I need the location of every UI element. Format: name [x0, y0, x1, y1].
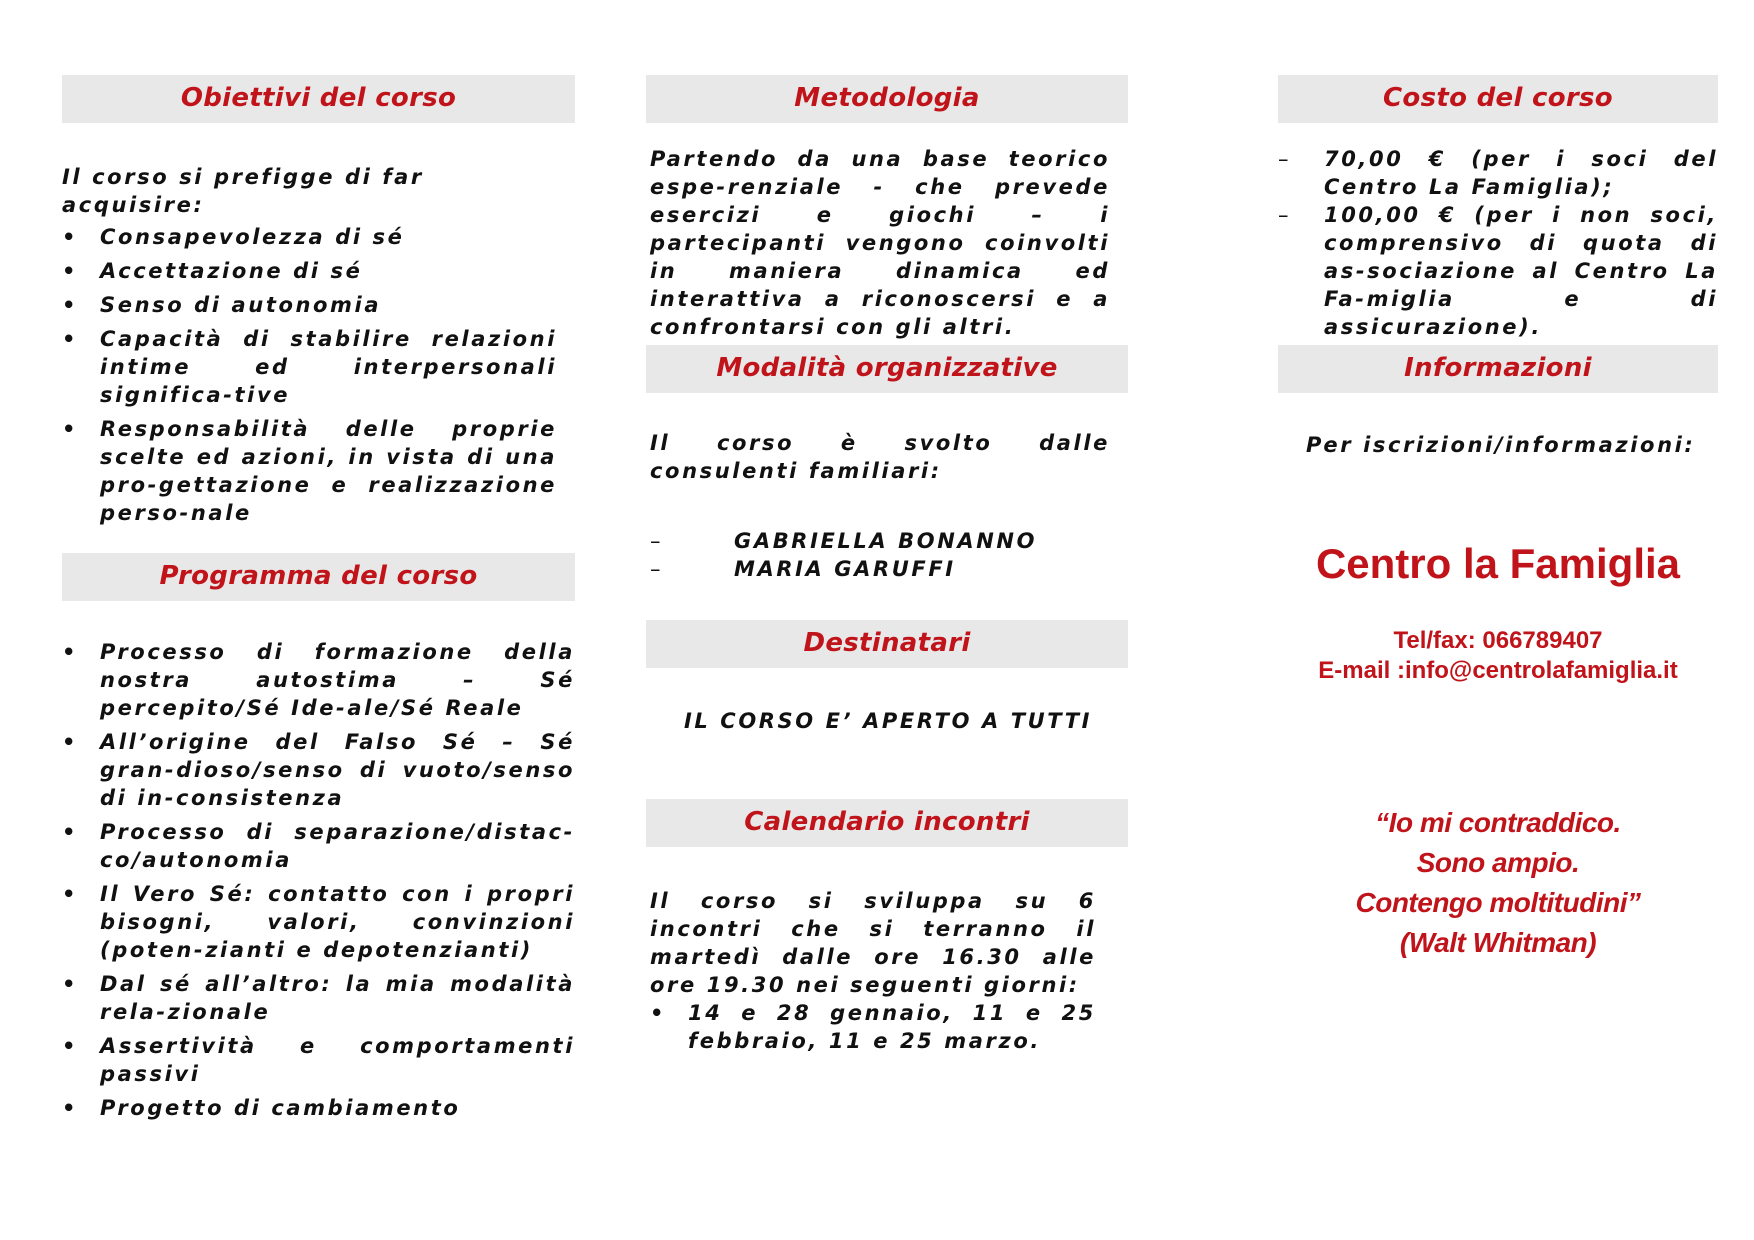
section-header-obiettivi: Obiettivi del corso: [62, 75, 575, 123]
section-header-modalita: Modalità organizzative: [646, 345, 1128, 393]
bullet-icon: •: [62, 225, 79, 249]
bullet-icon: •: [62, 417, 79, 441]
list-item: • All’origine del Falso Sé – Sé gran-dioso/senso di vuoto/senso di in-consistenza: [62, 730, 575, 810]
bullet-icon: •: [62, 259, 79, 283]
dash-icon: –: [1278, 203, 1292, 227]
obiettivi-list: [62, 223, 575, 527]
costo-list: [1278, 145, 1718, 341]
obiettivi-intro: Il corso si prefigge di far acquisire:: [62, 165, 424, 217]
column-right: [1278, 75, 1718, 958]
list-item: • Dal sé all’altro: la mia modalità rela-zionale: [62, 972, 575, 1024]
list-item: • Accettazione di sé: [62, 259, 363, 283]
list-item: • Assertività e comportamenti passivi: [62, 1034, 575, 1086]
bullet-icon: •: [62, 327, 79, 351]
bullet-icon: •: [62, 882, 79, 906]
calendario-text: Il corso si sviluppa su 6 incontri che si terranno il martedì dalle ore 16.30 alle ore 19.30 nei seguenti giorni:: [650, 889, 1096, 997]
bullet-icon: •: [62, 972, 79, 996]
bullet-icon: •: [62, 1034, 79, 1058]
quote-line: Contengo moltitudini”: [1355, 887, 1641, 918]
quote-block: [1278, 803, 1718, 963]
bullet-icon: •: [62, 1096, 79, 1120]
list-item: • Il Vero Sé: contatto con i propri bisogni, valori, convinzioni (poten-zianti e depotenzianti): [62, 882, 575, 962]
section-header-informazioni: Informazioni: [1278, 345, 1718, 393]
email-link[interactable]: E-mail :info@centrolafamiglia.it: [1318, 657, 1678, 684]
list-item: – 100,00 € (per i non soci, comprensivo di quota di as-sociazione al Centro La Fa-miglia e di assicurazione).: [1278, 203, 1718, 339]
quote-line: Sono ampio.: [1416, 847, 1580, 878]
list-item: • Processo di separazione/distac-co/autonomia: [62, 820, 575, 872]
list-item: • Capacità di stabilire relazioni intime ed interpersonali significa-tive: [62, 327, 557, 407]
destinatari-text: IL CORSO E’ APERTO A TUTTI: [684, 709, 1093, 733]
column-middle: [646, 75, 1128, 1053]
list-item: – MARIA GARUFFI: [650, 557, 956, 581]
metodologia-text: Partendo da una base teorico espe-renziale - che prevede esercizi e giochi – i partecipanti vengono coinvolti in maniera dinamica ed interattiva a riconoscersi e a confrontarsi con gli altri.: [650, 147, 1110, 339]
dash-icon: –: [650, 529, 664, 553]
column-left: [62, 75, 575, 1120]
bullet-icon: •: [62, 640, 79, 664]
list-item: • Processo di formazione della nostra autostima – Sé percepito/Sé Ide-ale/Sé Reale: [62, 640, 575, 720]
org-name: Centro la Famiglia: [1315, 540, 1681, 587]
bullet-icon: •: [650, 1001, 667, 1025]
section-header-metodologia: Metodologia: [646, 75, 1128, 123]
informazioni-intro: Per iscrizioni/informazioni:: [1306, 433, 1696, 457]
programma-list: [62, 638, 575, 1128]
list-item: • Senso di autonomia: [62, 293, 382, 317]
list-item: • Consapevolezza di sé: [62, 225, 405, 249]
list-item: • 14 e 28 gennaio, 11 e 25 febbraio, 11 e 25 marzo.: [650, 1001, 1096, 1053]
quote-line: “Io mi contraddico.: [1375, 807, 1621, 838]
bullet-icon: •: [62, 730, 79, 754]
quote-author: (Walt Whitman): [1399, 927, 1597, 958]
consulenti-list: [650, 527, 1110, 583]
section-header-calendario: Calendario incontri: [646, 799, 1128, 847]
section-header-costo: Costo del corso: [1278, 75, 1718, 123]
list-item: • Progetto di cambiamento: [62, 1096, 461, 1120]
calendario-dates: [650, 999, 1096, 1061]
bullet-icon: •: [62, 820, 79, 844]
list-item: • Responsabilità delle proprie scelte ed azioni, in vista di una pro-gettazione e realizzazione perso-nale: [62, 417, 557, 525]
bullet-icon: •: [62, 293, 79, 317]
section-header-programma: Programma del corso: [62, 553, 575, 601]
dash-icon: –: [1278, 147, 1292, 171]
tel-fax: Tel/fax: 066789407: [1393, 627, 1603, 654]
dash-icon: –: [650, 557, 664, 581]
section-header-destinatari: Destinatari: [646, 620, 1128, 668]
list-item: – 70,00 € (per i soci del Centro La Famiglia);: [1278, 147, 1718, 199]
list-item: – GABRIELLA BONANNO: [650, 529, 1038, 553]
modalita-text: Il corso è svolto dalle consulenti familiari:: [650, 431, 1110, 483]
